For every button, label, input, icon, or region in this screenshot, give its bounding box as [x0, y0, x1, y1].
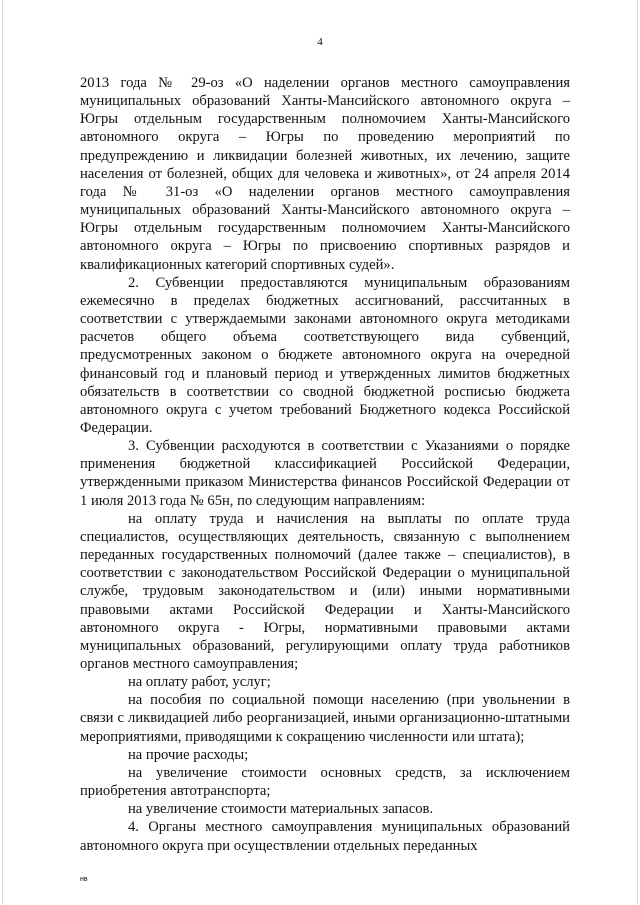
list-item-works-services: на оплату работ, услуг; [128, 674, 271, 691]
paragraph-item-2: 2. Субвенции предоставляются муниципальным образованиям ежемесячно в пределах бюджетных ассигнований, рассчитанных в соответствии с утверждаемыми законами автономного округа методиками расчетов общего объема соответствующего вида субвенций, предусмотренных законом о бюджете автономного округа на очередной финансовый год и плановый период и утвержденных лимитов бюджетных обязательств в соответствии со сводной бюджетной росписью бюджета автономного округа с учетом требований Бюджетного кодекса Российской Федерации. [80, 274, 570, 436]
page-number: 4 [317, 36, 323, 48]
paragraph-item-4: 4. Органы местного самоуправления муниципальных образований автономного округа при осуществлении отдельных переданных [80, 819, 570, 854]
list-item-labor-payment: на оплату труда и начисления на выплаты по оплате труда специалистов, осуществляющих деятельность, связанную с выполнением переданных государственных полномочий (далее также – специалистов), в соответствии с законодательством Российской Федерации о муниципальной службе, трудовым законодательством и (или) иными нормативными правовыми актами Российской Федерации и Ханты-Мансийского автономного округа - Югры, нормативными правовыми актами муниципальных образований, регулирующими оплату труда работников органов местного самоуправления; [80, 510, 570, 672]
document-body [80, 74, 570, 855]
scan-edge-left [2, 0, 3, 905]
paragraph-item-3: 3. Субвенции расходуются в соответствии с Указаниями о порядке применения бюджетной классификацией Российской Федерации, утвержденными приказом Министерства финансов Российской Федерации от 1 июля 2013 года № 65н, по следующим направлениям: [80, 438, 570, 509]
list-item-other-expenses: на прочие расходы; [128, 746, 249, 763]
paragraph-continuation: 2013 года № 29-оз «О наделении органов местного самоуправления муниципальных образований Ханты-Мансийского автономного округа – Югры отдельным государственным полномочием Ханты-Мансийского автономного округа – Югры по проведению мероприятий по предупреждению и ликвидации болезней животных, их лечению, защите населения от болезней, общих для человека и животных», от 24 апреля 2014 года № 31-оз «О наделении органов местного самоуправления муниципальных образований Ханты-Мансийского автономного округа – Югры отдельным государственным полномочием Ханты-Мансийского автономного округа – Югры по присвоению спортивных разрядов и квалификационных категорий спортивных судей». [80, 75, 570, 273]
footer-initials: нв [80, 876, 88, 883]
list-item-social-aid: на пособия по социальной помощи населению (при увольнении в связи с ликвидацией либо реорганизацией, иными организационно-штатными мероприятиями, приводящими к сокращению численности или штата); [80, 692, 570, 745]
list-item-material-stocks: на увеличение стоимости материальных запасов. [128, 801, 434, 818]
list-item-fixed-assets: на увеличение стоимости основных средств, за исключением приобретения автотранспорта; [80, 764, 570, 800]
scan-edge-right [637, 0, 638, 905]
